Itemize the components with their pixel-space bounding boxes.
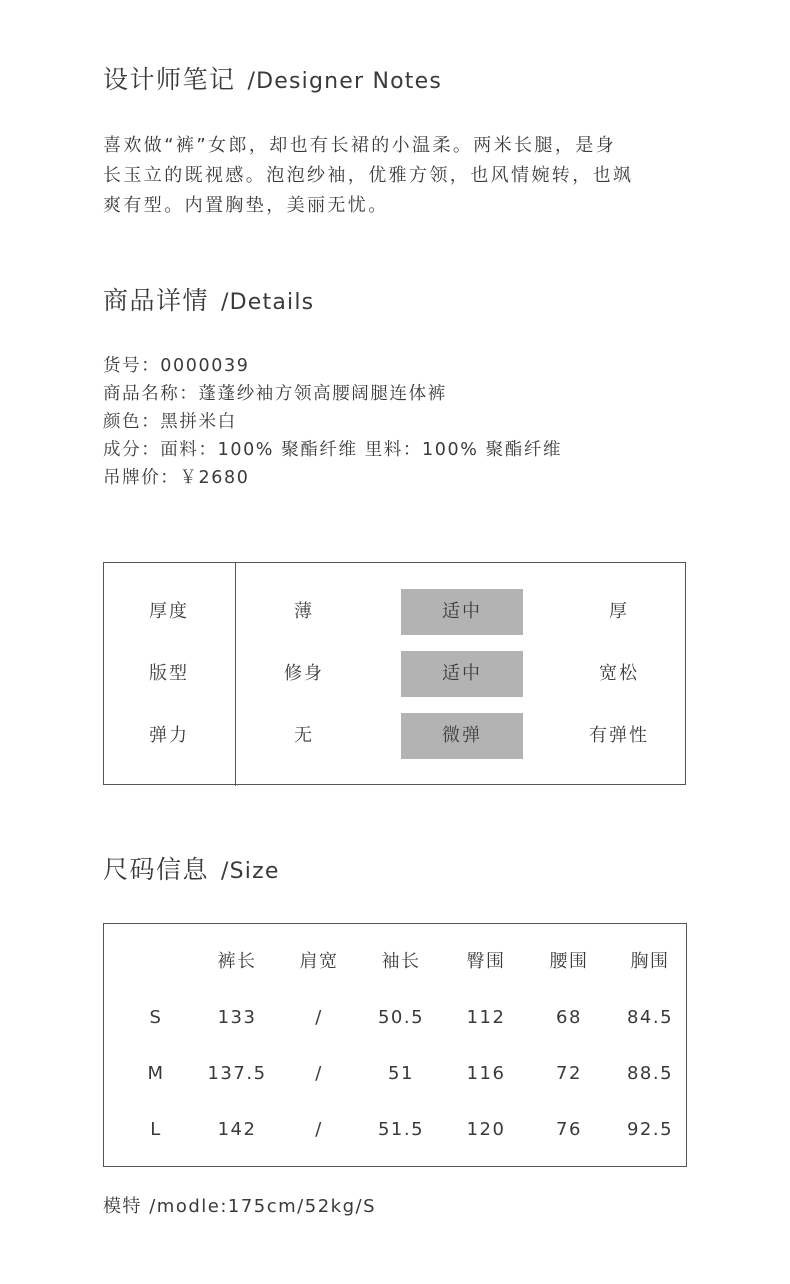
details-title	[103, 281, 314, 317]
size-row-label: M	[147, 1063, 165, 1084]
size-cell: 112	[466, 1007, 506, 1028]
size-cell: 76	[556, 1119, 582, 1140]
size-header: 臀围	[466, 951, 506, 972]
fit-label-cut: 版型	[149, 663, 189, 684]
size-cell: 116	[466, 1063, 506, 1084]
fit-option: 厚	[609, 601, 629, 622]
detail-item-color: 颜色：黑拼米白	[103, 412, 237, 432]
size-cell: 137.5	[207, 1063, 267, 1084]
fit-option: 宽松	[599, 663, 639, 684]
size-cell: /	[315, 1119, 323, 1140]
size-row-label: S	[149, 1007, 163, 1028]
size-cell: 68	[556, 1007, 582, 1028]
designer-notes-line: 爽有型。内置胸垫，美丽无忧。	[103, 195, 389, 216]
fit-label-stretch: 弹力	[149, 725, 189, 746]
size-cell: 51.5	[377, 1119, 425, 1140]
detail-item-material: 成分：面料：100% 聚酯纤维 里料：100% 聚酯纤维	[103, 440, 563, 460]
details-title-cn: 商品详情	[103, 286, 210, 315]
title-separator: /	[221, 290, 230, 315]
fit-option: 有弹性	[589, 725, 649, 746]
detail-item-name: 商品名称：蓬蓬纱袖方领高腰阔腿连体裤	[103, 384, 447, 404]
fit-option-selected: 适中	[401, 651, 523, 697]
size-header: 裤长	[217, 951, 257, 972]
size-cell: 133	[217, 1007, 257, 1028]
title-separator: /	[247, 69, 257, 94]
fit-option-selected: 适中	[401, 589, 523, 635]
detail-item-sku: 货号：0000039	[103, 356, 250, 376]
size-cell: 120	[466, 1119, 506, 1140]
fit-label-thickness: 厚度	[149, 601, 189, 622]
model-note: 模特 /modle:175cm/52kg/S	[103, 1196, 376, 1217]
size-header: 腰围	[549, 951, 589, 972]
size-cell: /	[315, 1007, 323, 1028]
size-header: 肩宽	[299, 951, 339, 972]
size-cell: 92.5	[626, 1119, 674, 1140]
size-cell: 72	[556, 1063, 582, 1084]
size-cell: 51	[388, 1063, 414, 1084]
details-title-en: Details	[229, 290, 315, 315]
size-header: 胸围	[630, 951, 670, 972]
size-cell: 50.5	[377, 1007, 425, 1028]
size-cell: 142	[217, 1119, 257, 1140]
size-header: 袖长	[381, 951, 421, 972]
designer-notes-title-cn: 设计师笔记	[103, 65, 236, 94]
fit-option: 修身	[284, 663, 324, 684]
title-separator: /	[221, 859, 230, 884]
size-title-en: Size	[229, 859, 280, 884]
size-row-label: L	[150, 1119, 162, 1140]
fit-option: 薄	[294, 601, 314, 622]
fit-table-divider	[235, 562, 236, 786]
designer-notes-line: 喜欢做“裤”女郎，却也有长裙的小温柔。两米长腿，是身	[103, 135, 617, 156]
designer-notes-title-en: Designer Notes	[256, 69, 443, 94]
size-cell: /	[315, 1063, 323, 1084]
details-list	[103, 352, 562, 492]
fit-option: 无	[294, 725, 314, 746]
designer-notes-line: 长玉立的既视感。泡泡纱袖，优雅方领，也风情婉转，也飒	[103, 165, 634, 186]
size-title-cn: 尺码信息	[103, 855, 210, 884]
size-cell: 88.5	[626, 1063, 674, 1084]
fit-option-selected: 微弹	[401, 713, 523, 759]
designer-notes-title	[103, 60, 442, 96]
size-title	[103, 850, 280, 886]
size-cell: 84.5	[626, 1007, 674, 1028]
designer-notes-text	[103, 131, 703, 221]
detail-item-price: 吊牌价：￥2680	[103, 468, 250, 488]
